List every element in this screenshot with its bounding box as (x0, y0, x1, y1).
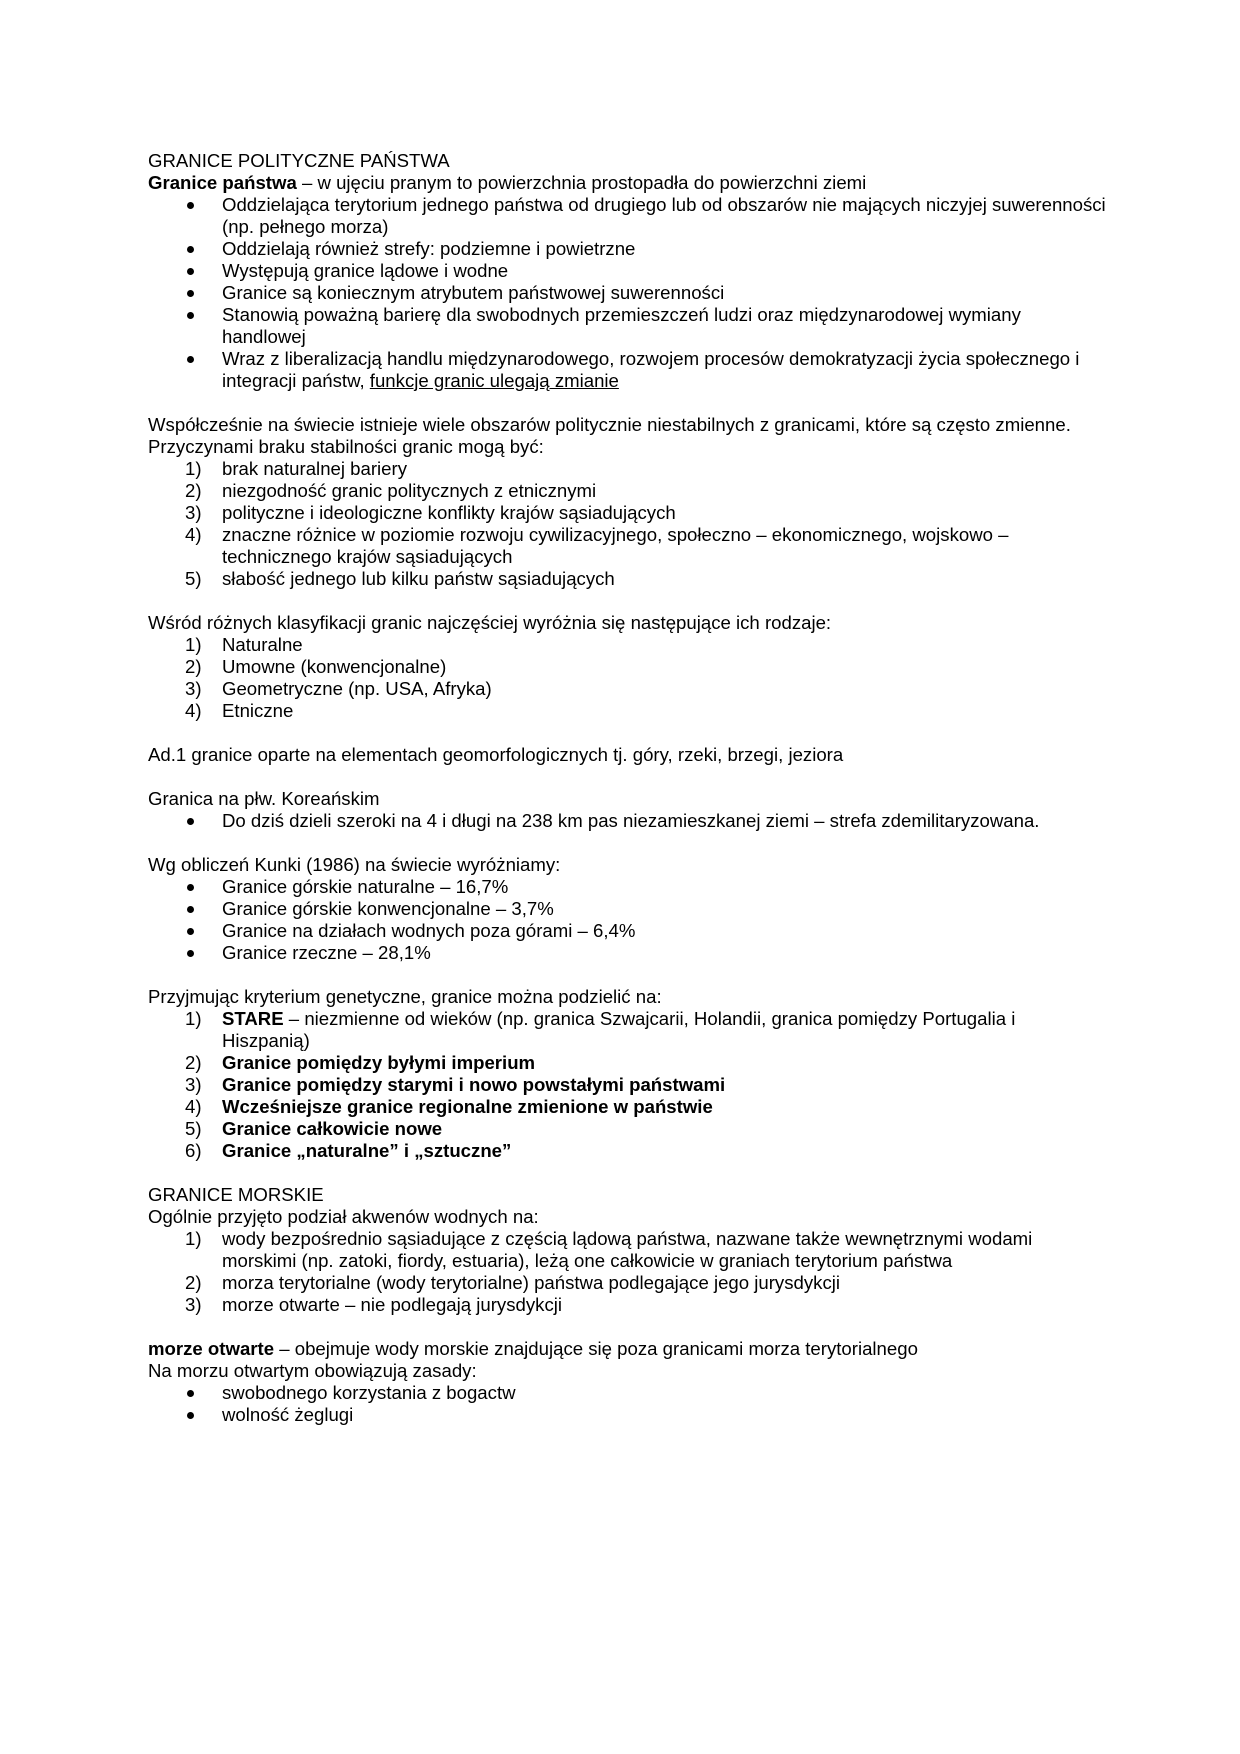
list-item-text: Umowne (konwencjonalne) (222, 656, 447, 677)
list-number: 5) (185, 568, 202, 589)
paragraph: Ad.1 granice oparte na elementach geomorfologicznych tj. góry, rzeki, brzegi, jeziora (148, 744, 844, 765)
list-item-text: polityczne i ideologiczne konflikty krajów sąsiadujących (222, 502, 676, 523)
list-item-text: Granice pomiędzy byłymi imperium (222, 1052, 536, 1073)
list-item-text: Wcześniejsze granice regionalne zmienione w państwie (222, 1096, 713, 1117)
list-item (148, 1294, 1108, 1316)
list-item-text: Granice pomiędzy starymi i nowo powstałymi państwami (222, 1074, 726, 1095)
list-item-text: morza terytorialne (wody terytorialne) państwa podlegające jego jurysdykcji (222, 1272, 841, 1293)
list-item (148, 634, 1108, 656)
definition-term: morze otwarte (148, 1338, 275, 1359)
definition-term: Granice państwa (148, 172, 297, 193)
list-item (148, 1052, 1108, 1074)
list-number: 1) (185, 1228, 202, 1249)
list-number: 1) (185, 634, 202, 655)
list-number: 2) (185, 656, 202, 677)
paragraph: Na morzu otwartym obowiązują zasady: (148, 1360, 477, 1381)
paragraph: Wśród różnych klasyfikacji granic najczęściej wyróżnia się następujące ich rodzaje: (148, 612, 832, 633)
list-number: 3) (185, 1294, 202, 1315)
list-number: 2) (185, 480, 202, 501)
list-item: Oddzielają również strefy: podziemne i powietrzne (148, 238, 1108, 260)
list-item: wolność żeglugi (148, 1404, 1108, 1426)
list-item: Granice na działach wodnych poza górami – 6,4% (148, 920, 1108, 942)
numbered-list (148, 634, 1108, 722)
list-item-text: wody bezpośrednio sąsiadujące z częścią lądową państwa, nazwane także wewnętrznymi wodami morskimi (np. zatoki, fiordy, estuaria), leżą one całkowicie w graniach terytorium państwa (222, 1228, 1033, 1271)
list-item: Granice rzeczne – 28,1% (148, 942, 1108, 964)
list-item-text: Etniczne (222, 700, 294, 721)
definition-line (148, 1338, 1108, 1360)
list-item (148, 502, 1108, 524)
paragraph: Ogólnie przyjęto podział akwenów wodnych na: (148, 1206, 539, 1227)
list-item-text: Naturalne (222, 634, 303, 655)
list-number: 5) (185, 1118, 202, 1139)
list-number: 2) (185, 1052, 202, 1073)
list-number: 6) (185, 1140, 202, 1161)
list-item (148, 1272, 1108, 1294)
list-item (148, 1074, 1108, 1096)
list-number: 4) (185, 524, 202, 545)
list-item-text: słabość jednego lub kilku państw sąsiadujących (222, 568, 615, 589)
list-item: Granice górskie konwencjonalne – 3,7% (148, 898, 1108, 920)
list-item-text: Granice całkowicie nowe (222, 1118, 443, 1139)
list-item (148, 458, 1108, 480)
list-item (148, 480, 1108, 502)
definition-text: – obejmuje wody morskie znajdujące się poza granicami morza terytorialnego (274, 1338, 918, 1359)
list-item (148, 1096, 1108, 1118)
numbered-list (148, 1228, 1108, 1316)
list-number: 4) (185, 700, 202, 721)
list-number: 2) (185, 1272, 202, 1293)
paragraph: Współcześnie na świecie istnieje wiele obszarów politycznie niestabilnych z granicami, które są często zmienne. Przyczynami braku stabilności granic mogą być: (148, 414, 1071, 457)
paragraph: Przyjmując kryterium genetyczne, granice można podzielić na: (148, 986, 662, 1007)
definition-text: – w ujęciu pranym to powierzchnia prostopadła do powierzchni ziemi (296, 172, 867, 193)
paragraph: Granica na płw. Koreańskim (148, 788, 380, 809)
list-item: Występują granice lądowe i wodne (148, 260, 1108, 282)
list-item (148, 678, 1108, 700)
list-item (148, 348, 1108, 392)
list-item-text: znaczne różnice w poziomie rozwoju cywilizacyjnego, społeczno – ekonomicznego, wojskowo – technicznego krajów sąsiadujących (222, 524, 1009, 567)
list-number: 4) (185, 1096, 202, 1117)
list-item: Oddzielająca terytorium jednego państwa od drugiego lub od obszarów nie mających niczyjej suwerenności (np. pełnego morza) (148, 194, 1108, 238)
list-item (148, 568, 1108, 590)
list-item (148, 700, 1108, 722)
list-number: 3) (185, 1074, 202, 1095)
list-item (148, 1008, 1108, 1052)
list-item (148, 1228, 1108, 1272)
bold-term: STARE (222, 1008, 284, 1029)
list-item-text: – niezmienne od wieków (np. granica Szwajcarii, Holandii, granica pomiędzy Portugalia i Hiszpanią) (222, 1008, 1016, 1051)
section-heading: GRANICE POLITYCZNE PAŃSTWA (148, 150, 450, 171)
underlined-text: funkcje granic ulegają zmianie (369, 370, 619, 391)
list-item-text: niezgodność granic politycznych z etnicznymi (222, 480, 597, 501)
bullet-list (148, 876, 1108, 964)
list-item-text: Granice „naturalne” i „sztuczne” (222, 1140, 512, 1161)
paragraph: Wg obliczeń Kunki (1986) na świecie wyróżniamy: (148, 854, 561, 875)
list-number: 1) (185, 1008, 202, 1029)
list-number: 3) (185, 502, 202, 523)
section-heading: GRANICE MORSKIE (148, 1184, 324, 1205)
list-item-text: brak naturalnej bariery (222, 458, 408, 479)
bullet-list (148, 194, 1108, 392)
definition-line (148, 172, 1108, 194)
list-number: 3) (185, 678, 202, 699)
numbered-list (148, 1008, 1108, 1162)
bullet-list (148, 1382, 1108, 1426)
list-item: Granice są koniecznym atrybutem państwowej suwerenności (148, 282, 1108, 304)
document-page (148, 150, 1108, 1426)
list-item-text: Wraz z liberalizacją handlu międzynarodowego, rozwojem procesów demokratyzacji życia społecznego i integracji państw, (222, 348, 1080, 391)
bullet-list (148, 810, 1108, 832)
list-item: swobodnego korzystania z bogactw (148, 1382, 1108, 1404)
list-item-text: Geometryczne (np. USA, Afryka) (222, 678, 492, 699)
list-item: Granice górskie naturalne – 16,7% (148, 876, 1108, 898)
list-item-text: morze otwarte – nie podlegają jurysdykcji (222, 1294, 563, 1315)
list-item (148, 656, 1108, 678)
list-item (148, 1140, 1108, 1162)
list-item: Do dziś dzieli szeroki na 4 i długi na 238 km pas niezamieszkanej ziemi – strefa zdemilitaryzowana. (148, 810, 1108, 832)
list-item: Stanowią poważną barierę dla swobodnych przemieszczeń ludzi oraz międzynarodowej wymiany handlowej (148, 304, 1108, 348)
numbered-list (148, 458, 1108, 590)
list-number: 1) (185, 458, 202, 479)
list-item (148, 1118, 1108, 1140)
list-item (148, 524, 1108, 568)
